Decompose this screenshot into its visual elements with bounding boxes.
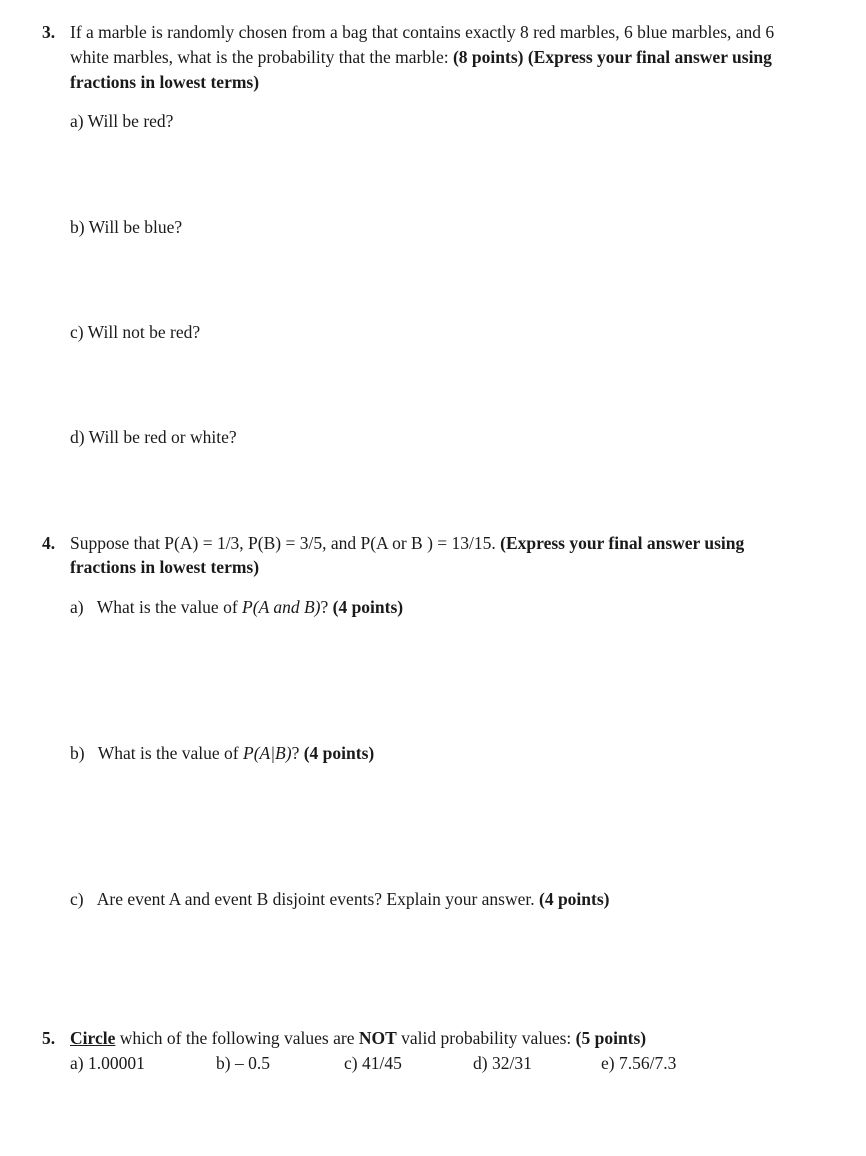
sub-question-d: d) Will be red or white?	[70, 427, 237, 447]
instruction-text: (Express your final answer using	[500, 533, 745, 553]
answer-option-a: a) 1.00001	[70, 1053, 145, 1073]
question-text: Suppose that P(A) = 1/3, P(B) = 3/5, and P(A or B ) = 13/15.	[70, 533, 501, 553]
instruction-text: (8 points) (Express your final answer using	[452, 47, 772, 67]
question-number: 4.	[42, 533, 56, 553]
points-label: (5 points)	[575, 1028, 647, 1048]
sub-question-text: What is the value of	[96, 597, 243, 617]
points-label: (4 points)	[332, 597, 404, 617]
sub-question-b: b) Will be blue?	[70, 217, 183, 237]
instruction-text: fractions in lowest terms)	[70, 557, 260, 577]
sub-question-text: ?	[320, 597, 333, 617]
sub-question-label: a)	[70, 597, 84, 617]
question-text-line	[70, 47, 772, 68]
sub-question-c	[70, 889, 610, 910]
math-expression: P(A and B)	[242, 597, 321, 617]
question-text-line: If a marble is randomly chosen from a bag that contains exactly 8 red marbles, 6 blue marbles, and 6	[70, 22, 775, 42]
answer-option-b: b) – 0.5	[216, 1053, 270, 1073]
emphasis-circle: Circle	[70, 1028, 116, 1048]
question-text-line	[70, 1028, 646, 1049]
sub-question-label: b)	[70, 743, 85, 763]
emphasis-not: NOT	[358, 1028, 397, 1048]
points-label: (4 points)	[303, 743, 375, 763]
sub-question-c: c) Will not be red?	[70, 322, 201, 342]
answer-option-c: c) 41/45	[344, 1053, 402, 1073]
answer-option-e: e) 7.56/7.3	[601, 1053, 677, 1073]
points-label: (4 points)	[539, 889, 610, 909]
question-text: white marbles, what is the probability that the marble:	[70, 47, 453, 67]
sub-question-a	[70, 597, 403, 618]
math-expression: P(A|B)	[243, 743, 292, 763]
question-text: which of the following values are	[115, 1028, 359, 1048]
answer-option-d: d) 32/31	[473, 1053, 532, 1073]
sub-question-label: c)	[70, 889, 84, 909]
sub-question-a: a) Will be red?	[70, 111, 174, 131]
instruction-text: fractions in lowest terms)	[70, 72, 260, 92]
sub-question-text: ?	[291, 743, 304, 763]
question-number: 3.	[42, 22, 56, 42]
sub-question-text: Are event A and event B disjoint events? Explain your answer.	[96, 889, 539, 909]
question-text-line	[70, 533, 744, 554]
sub-question-b	[70, 743, 374, 764]
question-number: 5.	[42, 1028, 56, 1048]
sub-question-text: What is the value of	[97, 743, 244, 763]
question-text: valid probability values:	[396, 1028, 576, 1048]
